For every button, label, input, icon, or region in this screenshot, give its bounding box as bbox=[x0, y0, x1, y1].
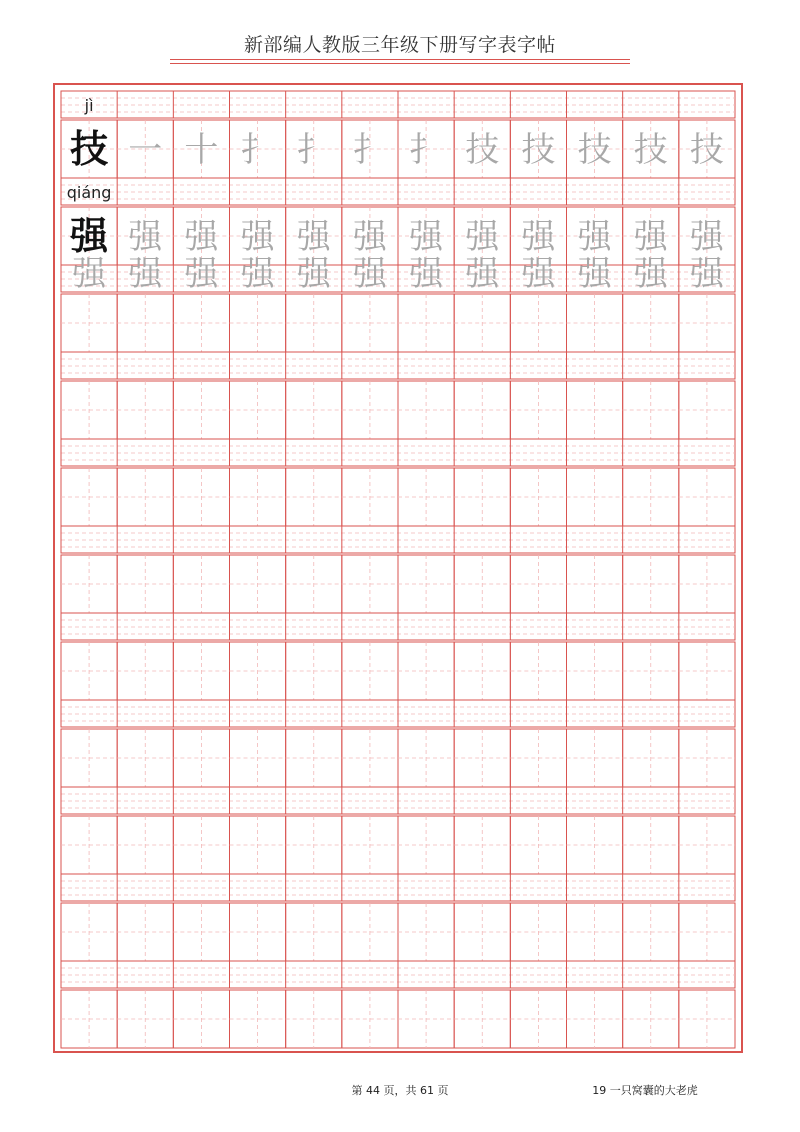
practice-row bbox=[61, 700, 735, 787]
trace-character: 强 bbox=[465, 254, 500, 294]
trace-character: 强 bbox=[352, 254, 387, 294]
stroke-order-step: 扌 bbox=[240, 130, 275, 170]
stroke-order-step: 技 bbox=[521, 130, 556, 170]
stroke-order-step: 一 bbox=[128, 130, 163, 170]
trace-character: 强 bbox=[184, 254, 219, 294]
stroke-order-step: 强 bbox=[577, 217, 612, 257]
pinyin-label: jì bbox=[84, 96, 94, 115]
stroke-order-step: 强 bbox=[465, 217, 500, 257]
practice-row bbox=[61, 961, 735, 1048]
stroke-order-step: 扌 bbox=[409, 130, 444, 170]
stroke-order-step: 强 bbox=[409, 217, 444, 257]
trace-character: 强 bbox=[521, 254, 556, 294]
trace-character: 强 bbox=[409, 254, 444, 294]
stroke-order-step: 强 bbox=[352, 217, 387, 257]
model-character: 技 bbox=[70, 127, 109, 171]
stroke-order-step: 强 bbox=[296, 217, 331, 257]
page-number: 第 44 页，共 61 页 bbox=[351, 1084, 449, 1097]
trace-character: 强 bbox=[577, 254, 612, 294]
stroke-order-step: 强 bbox=[128, 217, 163, 257]
practice-row bbox=[61, 787, 735, 874]
model-character: 强 bbox=[70, 214, 109, 258]
stroke-order-step: 强 bbox=[240, 217, 275, 257]
practice-row bbox=[61, 874, 735, 961]
stroke-order-step: 技 bbox=[633, 130, 668, 170]
trace-character: 强 bbox=[633, 254, 668, 294]
trace-character: 强 bbox=[128, 254, 163, 294]
trace-character: 强 bbox=[689, 254, 724, 294]
practice-row bbox=[61, 613, 735, 700]
stroke-order-step: 强 bbox=[521, 217, 556, 257]
stroke-order-step: 强 bbox=[689, 217, 724, 257]
stroke-order-step: 强 bbox=[633, 217, 668, 257]
stroke-order-step: 技 bbox=[465, 130, 500, 170]
lesson-title: 19 一只窝囊的大老虎 bbox=[592, 1084, 698, 1097]
stroke-order-step: 扌 bbox=[352, 130, 387, 170]
trace-character: 强 bbox=[296, 254, 331, 294]
trace-character: 强 bbox=[240, 254, 275, 294]
pinyin-label: qiáng bbox=[66, 183, 112, 202]
page-title: 新部编人教版三年级下册写字表字帖 bbox=[243, 34, 556, 56]
stroke-order-step: 技 bbox=[689, 130, 724, 170]
practice-row bbox=[61, 352, 735, 439]
practice-row bbox=[61, 439, 735, 526]
trace-character: 强 bbox=[72, 254, 107, 294]
stroke-order-step: 十 bbox=[184, 130, 219, 170]
stroke-order-step: 强 bbox=[184, 217, 219, 257]
stroke-order-step: 技 bbox=[577, 130, 612, 170]
stroke-order-step: 扌 bbox=[296, 130, 331, 170]
practice-row bbox=[61, 526, 735, 613]
